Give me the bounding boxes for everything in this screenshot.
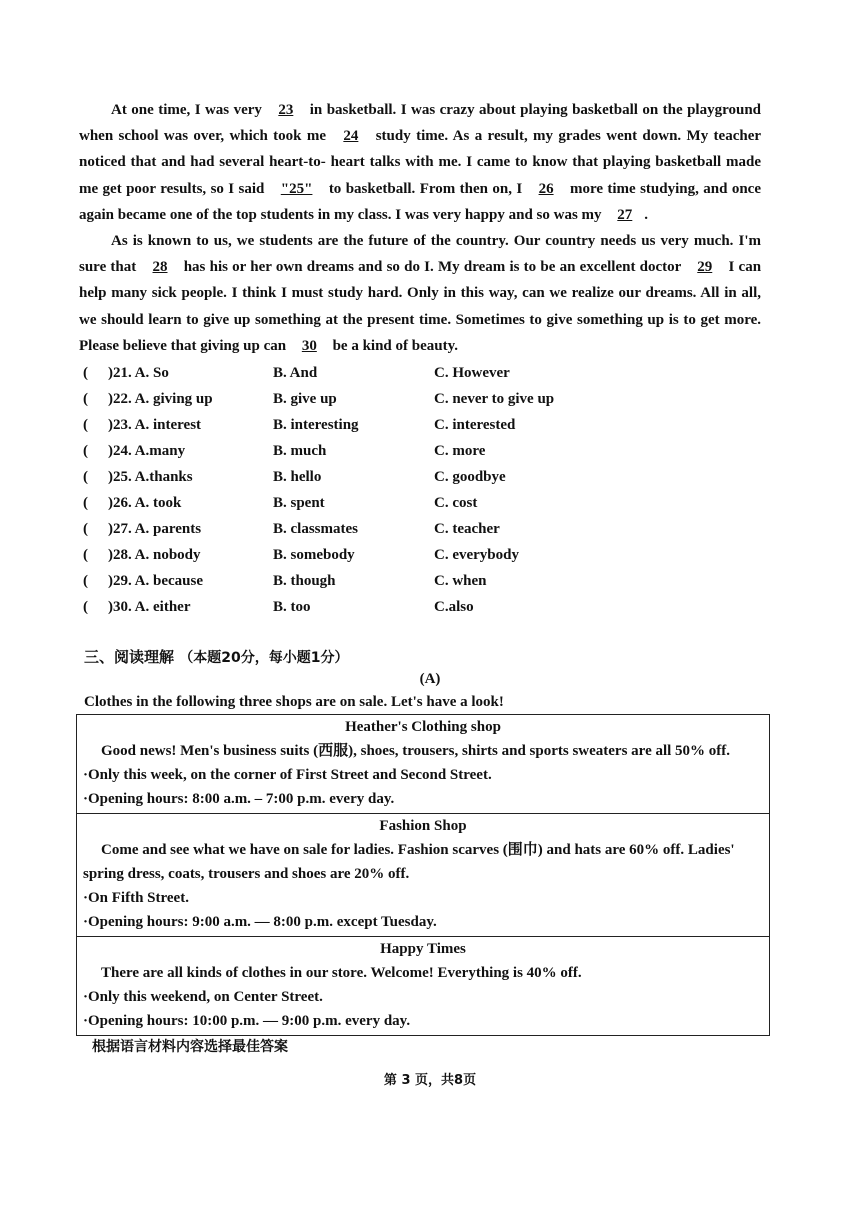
option-c: C. when: [434, 573, 487, 589]
question-instruction: 根据语言材料内容选择最佳答案: [92, 1039, 288, 1055]
option-a: )23. A. interest: [108, 417, 202, 433]
question-row: [79, 516, 779, 542]
option-b: B. too: [273, 599, 311, 615]
question-row: [79, 438, 779, 464]
question-options: [79, 360, 779, 620]
cloze-text: more time studying, and once again became one of the top students in my class. I was very happy and so was my: [79, 180, 761, 223]
option-a: )21. A. So: [108, 365, 169, 381]
option-b: B. though: [273, 573, 336, 589]
question-row: [79, 386, 779, 412]
cloze-text: I can help many sick people. I think I must study hard. Only in this way, can we realize our dreams. All in all, we should learn to give up something at the present time. Sometimes to give something up is to get more. Please believe that giving up can: [79, 259, 762, 354]
shop-location: ·Only this weekend, on Center Street.: [83, 989, 323, 1005]
answer-bracket: (: [83, 443, 88, 459]
shop-fashion: [77, 813, 769, 936]
option-c: C. never to give up: [434, 391, 555, 407]
cloze-text: to basketball. From then on, I: [328, 180, 523, 197]
answer-bracket: (: [83, 599, 88, 615]
blank-27: 27: [617, 206, 633, 223]
shop-location: ·Only this week, on the corner of First Street and Second Street.: [83, 767, 492, 783]
cloze-paragraph-1: [79, 97, 761, 228]
shop-name: Fashion Shop: [379, 818, 467, 834]
option-c: C. However: [434, 365, 510, 381]
cloze-text: study time. As a result, my grades went down. My teacher noticed that and had several heart-to- heart talks with me. I came to know that playing basketball made me get poor results, so I said: [79, 128, 762, 197]
cloze-paragraph-2: [79, 228, 761, 359]
blank-24: 24: [343, 128, 359, 145]
option-c: C. interested: [434, 417, 516, 433]
shop-name: Heather's Clothing shop: [345, 719, 501, 735]
passage-label: (A): [419, 671, 441, 687]
answer-bracket: (: [83, 573, 88, 589]
option-c: C. everybody: [434, 547, 519, 563]
shop-description: Come and see what we have on sale for ladies. Fashion scarves (围巾) and hats are 60% off. Ladies' spring dress, coats, trousers and shoes are 20% off.: [83, 842, 735, 882]
option-b: B. hello: [273, 469, 322, 485]
cloze-text: .: [644, 206, 649, 223]
cloze-text: As is known to us, we students are the future of the country. Our country needs us very much. I'm sure that: [79, 233, 761, 276]
section-heading: [84, 646, 348, 667]
option-b: B. And: [273, 365, 318, 381]
shops-table: [76, 714, 770, 1036]
option-a: )26. A. took: [108, 495, 182, 511]
question-row: [79, 594, 779, 620]
cloze-text: be a kind of beauty.: [332, 337, 459, 354]
answer-bracket: (: [83, 365, 88, 381]
answer-bracket: (: [83, 391, 88, 407]
answer-bracket: (: [83, 469, 88, 485]
answer-bracket: (: [83, 521, 88, 537]
shop-heathers: [77, 715, 769, 813]
option-c: C. more: [434, 443, 486, 459]
option-b: B. give up: [273, 391, 337, 407]
question-row: [79, 542, 779, 568]
option-a: )30. A. either: [108, 599, 191, 615]
shop-location: ·On Fifth Street.: [83, 890, 189, 906]
blank-29: 29: [697, 259, 713, 276]
option-a: )28. A. nobody: [108, 547, 201, 563]
question-row: [79, 360, 779, 386]
cloze-text: has his or her own dreams and so do I. My dream is to be an excellent doctor: [183, 259, 682, 276]
option-b: B. interesting: [273, 417, 359, 433]
section-title: 三、阅读理解: [84, 648, 175, 666]
shop-happy-times: [77, 936, 769, 1035]
option-a: )27. A. parents: [108, 521, 202, 537]
option-b: B. spent: [273, 495, 325, 511]
option-a: )24. A.many: [108, 443, 186, 459]
blank-30: 30: [301, 337, 317, 354]
shop-name: Happy Times: [380, 941, 466, 957]
cloze-text: in basketball. I was crazy about playing basketball on the playground when school was over, which took me: [79, 102, 762, 145]
blank-25: "25": [280, 180, 313, 197]
cloze-text: At one time, I was very: [111, 102, 262, 118]
answer-bracket: (: [83, 547, 88, 563]
answer-bracket: (: [83, 417, 88, 433]
option-c: C. cost: [434, 495, 478, 511]
shop-hours: ·Opening hours: 8:00 a.m. – 7:00 p.m. every day.: [83, 791, 395, 807]
blank-23: 23: [278, 102, 294, 118]
page-number: 第 3 页，共8页: [383, 1073, 477, 1088]
option-c: C. teacher: [434, 521, 500, 537]
question-row: [79, 412, 779, 438]
blank-28: 28: [152, 259, 168, 276]
shop-description: Good news! Men's business suits (西服), shoes, trousers, shirts and sports sweaters are all 50% off.: [101, 743, 731, 759]
shop-hours: ·Opening hours: 10:00 p.m. — 9:00 p.m. every day.: [83, 1013, 411, 1029]
option-a: )25. A.thanks: [108, 469, 193, 485]
blank-26: 26: [538, 180, 554, 197]
section-note: （本题20分，每小题1分）: [179, 650, 349, 666]
option-b: B. classmates: [273, 521, 358, 537]
question-row: [79, 464, 779, 490]
option-b: B. somebody: [273, 547, 355, 563]
answer-bracket: (: [83, 495, 88, 511]
option-a: )22. A. giving up: [108, 391, 213, 407]
passage-intro: Clothes in the following three shops are on sale. Let's have a look!: [84, 694, 504, 710]
option-a: )29. A. because: [108, 573, 203, 589]
question-row: [79, 490, 779, 516]
option-c: C.also: [434, 599, 474, 615]
question-row: [79, 568, 779, 594]
shop-description: There are all kinds of clothes in our store. Welcome! Everything is 40% off.: [101, 965, 582, 981]
option-b: B. much: [273, 443, 327, 459]
shop-hours: ·Opening hours: 9:00 a.m. — 8:00 p.m. except Tuesday.: [83, 914, 437, 930]
option-c: C. goodbye: [434, 469, 506, 485]
